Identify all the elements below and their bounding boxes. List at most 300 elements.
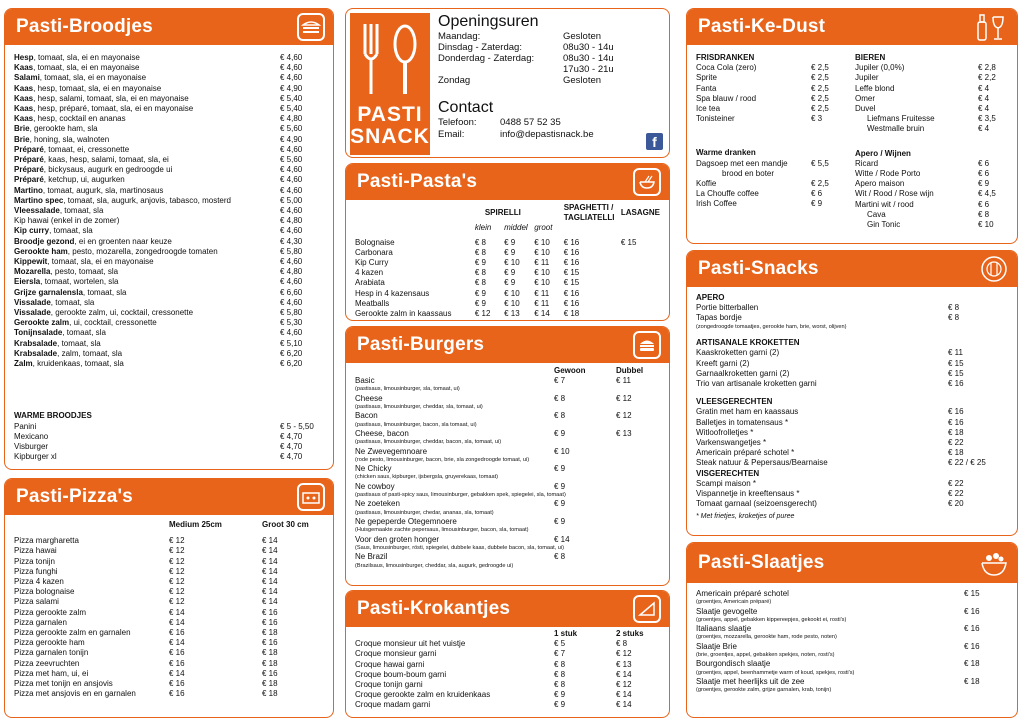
- drink-item: [855, 124, 1008, 134]
- item-price: € 4,70: [280, 431, 303, 441]
- slaatjes-header: [687, 543, 1017, 583]
- pasta-row: [355, 289, 660, 299]
- pizza-cell: € 16: [169, 628, 185, 638]
- pizza-row: [14, 679, 324, 689]
- snack-item: [696, 359, 1008, 369]
- burger-item: [355, 499, 660, 509]
- item-name: Eiersla, tomaat, wortelen, sla: [14, 277, 119, 287]
- item-price: € 4,5: [978, 189, 996, 199]
- sandwich-item: [14, 104, 324, 114]
- pasta-cell: € 10: [534, 268, 550, 278]
- item-name: La Chouffe coffee: [696, 189, 759, 199]
- drink-item: [696, 159, 841, 169]
- item-name: Ne zoeteken: [355, 499, 400, 509]
- sandwich-item: [14, 339, 324, 349]
- burgers-header: [346, 327, 669, 363]
- item-price: € 4,60: [280, 73, 303, 83]
- item-price: € 8: [554, 393, 566, 403]
- item-price: € 4,60: [280, 328, 303, 338]
- logo: [350, 13, 430, 155]
- snack-item: [696, 407, 1008, 417]
- hours-time: Gesloten: [563, 31, 602, 42]
- item-price: € 8: [554, 411, 566, 421]
- drink-item: [855, 104, 1008, 114]
- pizza-row: [14, 648, 324, 658]
- item-name: Slaatje Brie: [696, 641, 737, 651]
- hours-time: 08u30 - 14u: [563, 42, 614, 53]
- burger-item: [355, 447, 660, 457]
- item-price: € 15: [948, 358, 964, 368]
- pasta-cell: [621, 268, 660, 278]
- drink-item: [855, 210, 1008, 220]
- snack-item: [696, 303, 1008, 313]
- pizza-cell: Pizza tonijn: [14, 556, 55, 566]
- hours-day: Dinsdag - Zaterdag:: [438, 42, 522, 53]
- snack-section-title: APERO: [696, 293, 725, 302]
- sandwich-item: [14, 247, 324, 257]
- item-name: Brie, gerookte ham, sla: [14, 124, 98, 134]
- salad-item: [696, 659, 1008, 669]
- burger-item: [355, 535, 660, 545]
- pasta-cell: € 16: [563, 258, 580, 268]
- drink-item: [855, 63, 1008, 73]
- pasta-cell: [621, 258, 660, 268]
- pasta-cell: Kip Curry: [355, 258, 389, 268]
- pasta-cell: € 8: [474, 268, 486, 278]
- item-price: € 15: [948, 368, 964, 378]
- pasta-row: [355, 299, 660, 309]
- pasta-cell: [621, 289, 660, 299]
- pasta-cell: € 16: [563, 247, 580, 257]
- item-price: € 2,2: [978, 73, 996, 83]
- slaatjes-panel: [686, 542, 1018, 718]
- sandwich-item: [14, 155, 324, 165]
- pasta-cell: € 13: [504, 309, 520, 319]
- item-price: € 2,5: [811, 104, 829, 114]
- snacks-list: [687, 287, 1017, 529]
- item-name: Varkenswangetjes *: [696, 438, 767, 448]
- item-name: Garnaalkroketten garni (2): [696, 368, 790, 378]
- item-name: Visburger: [14, 441, 49, 451]
- kroket-list: [355, 639, 660, 710]
- email-value[interactable]: info@depastisnack.be: [500, 129, 594, 140]
- pizza-row: [14, 557, 324, 567]
- item-name: Kippewit, tomaat, sla, ei en mayonaise: [14, 257, 154, 267]
- item-name: Dagsoep met een mandje: [696, 158, 788, 168]
- pastas-header: [346, 164, 669, 200]
- pasta-cell: € 9: [474, 298, 486, 308]
- item-name: Broodje gezond, ei en groenten naar keuze: [14, 236, 172, 246]
- pizza-cell: € 12: [169, 597, 185, 607]
- salad-item: [696, 642, 1008, 652]
- item-price: € 5,60: [280, 155, 303, 165]
- item-price: € 5,80: [280, 246, 303, 256]
- pizza-cell: Pizza met ansjovis en en garnalen: [14, 689, 136, 699]
- pizza-cell: € 14: [262, 587, 278, 597]
- item-price: € 5: [554, 639, 566, 649]
- pizza-cell: € 16: [169, 689, 185, 699]
- item-price: € 9: [554, 690, 566, 700]
- item-name: Tomaat garnaal (seizoensgerecht): [696, 499, 817, 509]
- item-price: € 22: [948, 478, 964, 488]
- item-price: € 4,60: [280, 206, 303, 216]
- item-name: Jupiler (0,0%): [855, 63, 905, 73]
- item-price: € 11: [948, 348, 963, 358]
- pizza-cell: Pizza 4 kazen: [14, 577, 64, 587]
- hours-row: [438, 75, 663, 86]
- pasta-cell: € 18: [563, 309, 580, 319]
- item-name: Panini: [14, 421, 37, 431]
- krokantjes-title: Pasti-Krokantjes: [357, 598, 511, 619]
- sandwich-item: [14, 277, 324, 287]
- item-price: [616, 499, 660, 509]
- item-price: € 8: [978, 209, 990, 219]
- item-name: Ne Zwevegemnoare: [355, 446, 428, 456]
- item-price: € 6: [978, 199, 990, 209]
- sandwich-item: [14, 288, 324, 298]
- item-name: Kaas, hesp, salami, tomaat, sla, ei en mayonaise: [14, 93, 189, 103]
- item-name: Ne Chicky: [355, 464, 392, 474]
- salad-item: [696, 677, 1008, 687]
- burger-description: (Huisgemaakte zachte pepersaus, limousinburger, bacon, sla, tomaat): [355, 527, 529, 534]
- burger-description: (pastisaus, limousinburger, sla, tomaat, ui): [355, 386, 460, 393]
- drink-item: [855, 200, 1008, 210]
- hours-day: Zondag: [438, 75, 471, 86]
- item-price: € 6: [978, 169, 990, 179]
- snacks-title: Pasti-Snacks: [698, 258, 819, 279]
- pasta-col-lasagne: LASAGNE: [620, 208, 660, 218]
- item-name: Grijze garnalensla, tomaat, sla: [14, 287, 127, 297]
- item-price: € 12: [616, 680, 632, 690]
- item-price: € 2,5: [811, 83, 829, 93]
- kroket-col-2: 2 stuks: [616, 629, 644, 638]
- item-name: Cheese: [355, 393, 383, 403]
- item-price: € 9: [554, 499, 566, 509]
- item-price: € 5,00: [280, 195, 303, 205]
- pasta-cell: [621, 248, 660, 258]
- item-price: € 4,60: [280, 144, 303, 154]
- pizza-row: [14, 628, 324, 638]
- item-price: € 4,60: [280, 297, 303, 307]
- item-price: € 4,60: [280, 226, 303, 236]
- item-name: Croque gerookte zalm en kruidenkaas: [355, 690, 491, 700]
- item-name: Préparé, tomaat, ei, cressonette: [14, 144, 130, 154]
- hours-row: [438, 53, 663, 64]
- item-name: Croque monsieur uit het vuistje: [355, 639, 466, 649]
- item-name: Préparé, bickysaus, augurk en gedroogde ui: [14, 165, 173, 175]
- drink-item: [696, 169, 841, 179]
- item-name: Witloofrolletjes *: [696, 427, 754, 437]
- salad-description: (groentjes, appel, gebakken kippereepjes, gekookt ei, rosti's): [696, 616, 847, 623]
- pizza-cell: € 14: [169, 638, 185, 648]
- item-name: Americain préparé schotel: [696, 589, 789, 598]
- sandwich-item: [14, 206, 324, 216]
- pizza-cell: € 16: [262, 617, 278, 627]
- salad-description: (groentjes, Americain préparé): [696, 599, 772, 606]
- pasta-cell: € 15: [563, 278, 580, 288]
- item-name: Apero maison: [855, 179, 905, 189]
- item-price: € 2,8: [978, 63, 996, 73]
- item-price: € 6: [811, 189, 823, 199]
- pizza-cell: Pizza garnalen tonijn: [14, 648, 89, 658]
- burger-item: [355, 394, 660, 404]
- item-name: Wit / Rood / Rose wijn: [855, 189, 934, 199]
- item-price: € 6: [978, 158, 990, 168]
- item-price: € 8: [554, 680, 566, 690]
- item-price: € 22 / € 25: [948, 458, 986, 468]
- drink-item: [855, 169, 1008, 179]
- pizza-cell: Pizza funghi: [14, 566, 58, 576]
- pizza-row: [14, 669, 324, 679]
- hours-row: [438, 64, 663, 75]
- pizza-cell: € 12: [169, 587, 185, 597]
- drinks-header: [687, 9, 1017, 45]
- item-name: Slaatje met heerlijks uit de zee: [696, 677, 805, 687]
- item-price: € 13: [616, 659, 632, 669]
- sandwich-item: [14, 308, 324, 318]
- hours-list: [438, 31, 663, 86]
- item-name: Ice tea: [696, 104, 721, 114]
- burger-description: (Saus, limousinburger, rösti, spiegelei, dubbele kaas, dubbele bacon, sla, tomaat, ui): [355, 544, 564, 551]
- burger-description: (pastisaus, limousinburger, bacon, sla tomaat, ui): [355, 421, 477, 428]
- warm-drinks-list: [696, 159, 841, 210]
- hours-time: Gesloten: [563, 75, 602, 86]
- salad-description: (brie, groentjes, appel, gebakken spekjes, noten, rosti's): [696, 652, 835, 659]
- sandwich-item: [14, 145, 324, 155]
- sandwich-item: [14, 298, 324, 308]
- item-price: € 16: [948, 417, 964, 427]
- pizza-cell: € 16: [262, 638, 278, 648]
- item-name: Croque monsieur garni: [355, 649, 437, 659]
- pizza-cell: € 14: [262, 566, 278, 576]
- burger-description: (chicken saus, kipburger, ijsbergsla, gruyerekaas, tomaat): [355, 474, 499, 481]
- pasta-col-spirelli: SPIRELLI: [484, 208, 521, 218]
- drink-item: [855, 94, 1008, 104]
- pasta-row: [355, 258, 660, 268]
- item-price: € 12: [616, 649, 632, 659]
- item-price: € 8: [616, 639, 628, 649]
- warm-drinks-title: Warme dranken: [696, 148, 756, 158]
- item-price: € 5 - 5,50: [280, 421, 314, 431]
- snack-item: [696, 499, 1008, 509]
- item-price: € 11: [616, 376, 631, 386]
- pizza-cell: € 14: [262, 536, 278, 546]
- snack-item: [696, 379, 1008, 389]
- pizzas-panel: [4, 478, 334, 718]
- pizza-cell: € 18: [262, 689, 278, 699]
- pizza-row: [14, 546, 324, 556]
- drink-item: [855, 220, 1008, 230]
- phone-label: Telefoon:: [438, 117, 477, 128]
- item-price: € 4: [978, 83, 990, 93]
- salad-description: (groentjes, gerookte zalm, grijze garnalen, krab, tonijn): [696, 687, 832, 694]
- pasta-cell: € 16: [563, 298, 580, 308]
- snack-item: [696, 489, 1008, 499]
- drink-item: [855, 84, 1008, 94]
- slaatjes-title: Pasti-Slaatjes: [698, 552, 825, 573]
- pizza-cell: Pizza zeevruchten: [14, 658, 80, 668]
- item-price: € 22: [948, 438, 964, 448]
- kroket-item: [355, 670, 660, 680]
- item-name: Koffie: [696, 179, 717, 189]
- item-price: € 16: [948, 407, 964, 417]
- item-name: brood en boter: [722, 168, 775, 178]
- sandwich-item: [14, 257, 324, 267]
- item-price: € 14: [616, 700, 632, 710]
- pasta-cell: € 11: [534, 258, 550, 268]
- item-name: Kip hawai (enkel in de zomer): [14, 216, 120, 226]
- item-price: € 6,60: [280, 287, 303, 297]
- pizza-cell: Pizza gerookte zalm en garnalen: [14, 628, 131, 638]
- item-price: € 5,60: [280, 124, 303, 134]
- drinks-title: Pasti-Ke-Dust: [698, 16, 826, 37]
- item-name: Ne Brazil: [355, 552, 388, 562]
- pizza-row: [14, 689, 324, 699]
- hours-time: 08u30 - 14u: [563, 53, 614, 64]
- snacks-panel: [686, 250, 1018, 536]
- item-name: Trio van artisanale kroketten garni: [696, 379, 817, 389]
- pasta-table: [355, 203, 660, 319]
- drink-item: [696, 179, 841, 189]
- item-price: € 9: [554, 464, 566, 474]
- pasta-row: [355, 238, 660, 248]
- size-middel: middel: [504, 223, 528, 233]
- item-name: Gratin met ham en kaassaus: [696, 407, 799, 417]
- apero-title: Apero / Wijnen: [855, 148, 911, 158]
- drink-item: [855, 73, 1008, 83]
- item-name: Ricard: [855, 158, 879, 168]
- item-name: Coca Cola (zero): [696, 63, 757, 73]
- snack-description: (zongedroogde tomaatjes, gerookte ham, brie, worst, olijven): [696, 323, 847, 330]
- pizza-cell: € 12: [169, 546, 185, 556]
- item-price: € 22: [948, 489, 964, 499]
- burger-description: (pastisaus, limousinburger, cheddar, sla, tomaat, ui): [355, 404, 483, 411]
- broodjes-list: [5, 45, 333, 468]
- contact-title: Contact: [438, 99, 494, 116]
- pasta-cell: € 10: [534, 237, 550, 247]
- item-price: € 8: [948, 303, 960, 313]
- item-price: € 13: [616, 429, 632, 439]
- pasta-cell: € 8: [474, 247, 486, 257]
- drink-item: [696, 63, 841, 73]
- item-name: Scampi maison *: [696, 478, 757, 488]
- pasta-cell: Bolognaise: [355, 237, 395, 247]
- item-name: Basic: [355, 376, 375, 386]
- pizza-cell: Pizza bolognaise: [14, 587, 75, 597]
- item-price: € 5,40: [280, 104, 303, 114]
- info-panel: [345, 8, 670, 158]
- item-name: Duvel: [855, 104, 876, 114]
- pasta-cell: € 10: [504, 298, 520, 308]
- snack-item: [696, 479, 1008, 489]
- slaatjes-list: [687, 583, 1017, 701]
- burgers-panel: [345, 326, 670, 586]
- salad-item: [696, 607, 1008, 617]
- sandwich-item: [14, 328, 324, 338]
- burger-item: [355, 464, 660, 474]
- sandwich-item: [14, 84, 324, 94]
- item-price: € 18: [948, 448, 964, 458]
- burger-item: [355, 429, 660, 439]
- salad-bowl-icon: [979, 548, 1009, 578]
- warm-broodjes-title: WARME BROODJES: [14, 411, 92, 421]
- burger-col-gewoon: Gewoon: [554, 366, 586, 375]
- pasta-cell: [621, 299, 660, 309]
- burger-item: [355, 482, 660, 492]
- sandwich-item: [14, 165, 324, 175]
- item-price: € 7: [554, 649, 566, 659]
- item-name: Mozarella, pesto, tomaat, sla: [14, 267, 119, 277]
- hours-time: 17u30 - 21u: [563, 64, 614, 75]
- item-name: Martino, tomaat, augurk, sla, martinosaus: [14, 185, 164, 195]
- sandwich-item: [14, 349, 324, 359]
- drink-item: [696, 94, 841, 104]
- bottle-glass-icon: [973, 12, 1009, 42]
- pizza-cell: € 14: [262, 597, 278, 607]
- pizza-cell: Pizza met ham, ui, ei: [14, 668, 89, 678]
- item-price: € 14: [616, 669, 632, 679]
- warm-sandwich-item: [14, 452, 324, 462]
- drink-item: [696, 189, 841, 199]
- pasta-cell: € 9: [504, 268, 516, 278]
- item-name: Martini wit / rood: [855, 199, 914, 209]
- item-price: € 4,80: [280, 114, 303, 124]
- sandwich-item: [14, 135, 324, 145]
- fris-title: FRISDRANKEN: [696, 53, 755, 62]
- item-price: € 4,90: [280, 83, 303, 93]
- hours-title: Openingsuren: [438, 13, 539, 30]
- kroket-item: [355, 639, 660, 649]
- snacks-note: * Met frietjes, kroketjes of puree: [696, 513, 795, 521]
- pasta-row: [355, 278, 660, 288]
- snack-item: [696, 348, 1008, 358]
- item-name: Kreeft garni (2): [696, 358, 750, 368]
- pizza-table: [14, 520, 324, 699]
- item-price: € 6,20: [280, 348, 303, 358]
- facebook-icon[interactable]: f: [646, 133, 663, 150]
- pasta-cell: € 10: [534, 247, 550, 257]
- pizza-cell: Pizza salami: [14, 597, 59, 607]
- burger-icon: [633, 331, 661, 359]
- item-name: Kipburger xl: [14, 452, 57, 462]
- pasta-cell: € 8: [474, 237, 486, 247]
- item-price: [616, 464, 660, 474]
- item-price: € 4: [978, 93, 990, 103]
- item-price: € 14: [616, 690, 632, 700]
- pasta-cell: € 9: [504, 237, 516, 247]
- item-price: € 9: [554, 481, 566, 491]
- item-name: Leffe blond: [855, 83, 895, 93]
- item-price: € 2,5: [811, 63, 829, 73]
- sandwich-triangle-icon: [633, 595, 661, 623]
- pasta-row: [355, 248, 660, 258]
- pasta-cell: Gerookte zalm in kaassaus: [355, 309, 452, 319]
- item-price: € 4,90: [280, 134, 303, 144]
- item-price: € 18: [948, 427, 964, 437]
- item-name: Witte / Rode Porto: [855, 169, 921, 179]
- fris-list: [696, 63, 841, 124]
- kroket-item: [355, 660, 660, 670]
- pizza-cell: € 18: [262, 628, 278, 638]
- item-name: Kaas, hesp, préparé, tomaat, sla, ei en mayonaise: [14, 104, 194, 114]
- pizza-cell: € 14: [262, 546, 278, 556]
- item-price: € 9: [554, 517, 566, 527]
- item-price: [616, 482, 660, 492]
- item-price: € 9: [554, 700, 566, 710]
- burger-col-dubbel: Dubbel: [616, 366, 644, 375]
- item-price: € 8: [554, 552, 566, 562]
- sandwich-item: [14, 175, 324, 185]
